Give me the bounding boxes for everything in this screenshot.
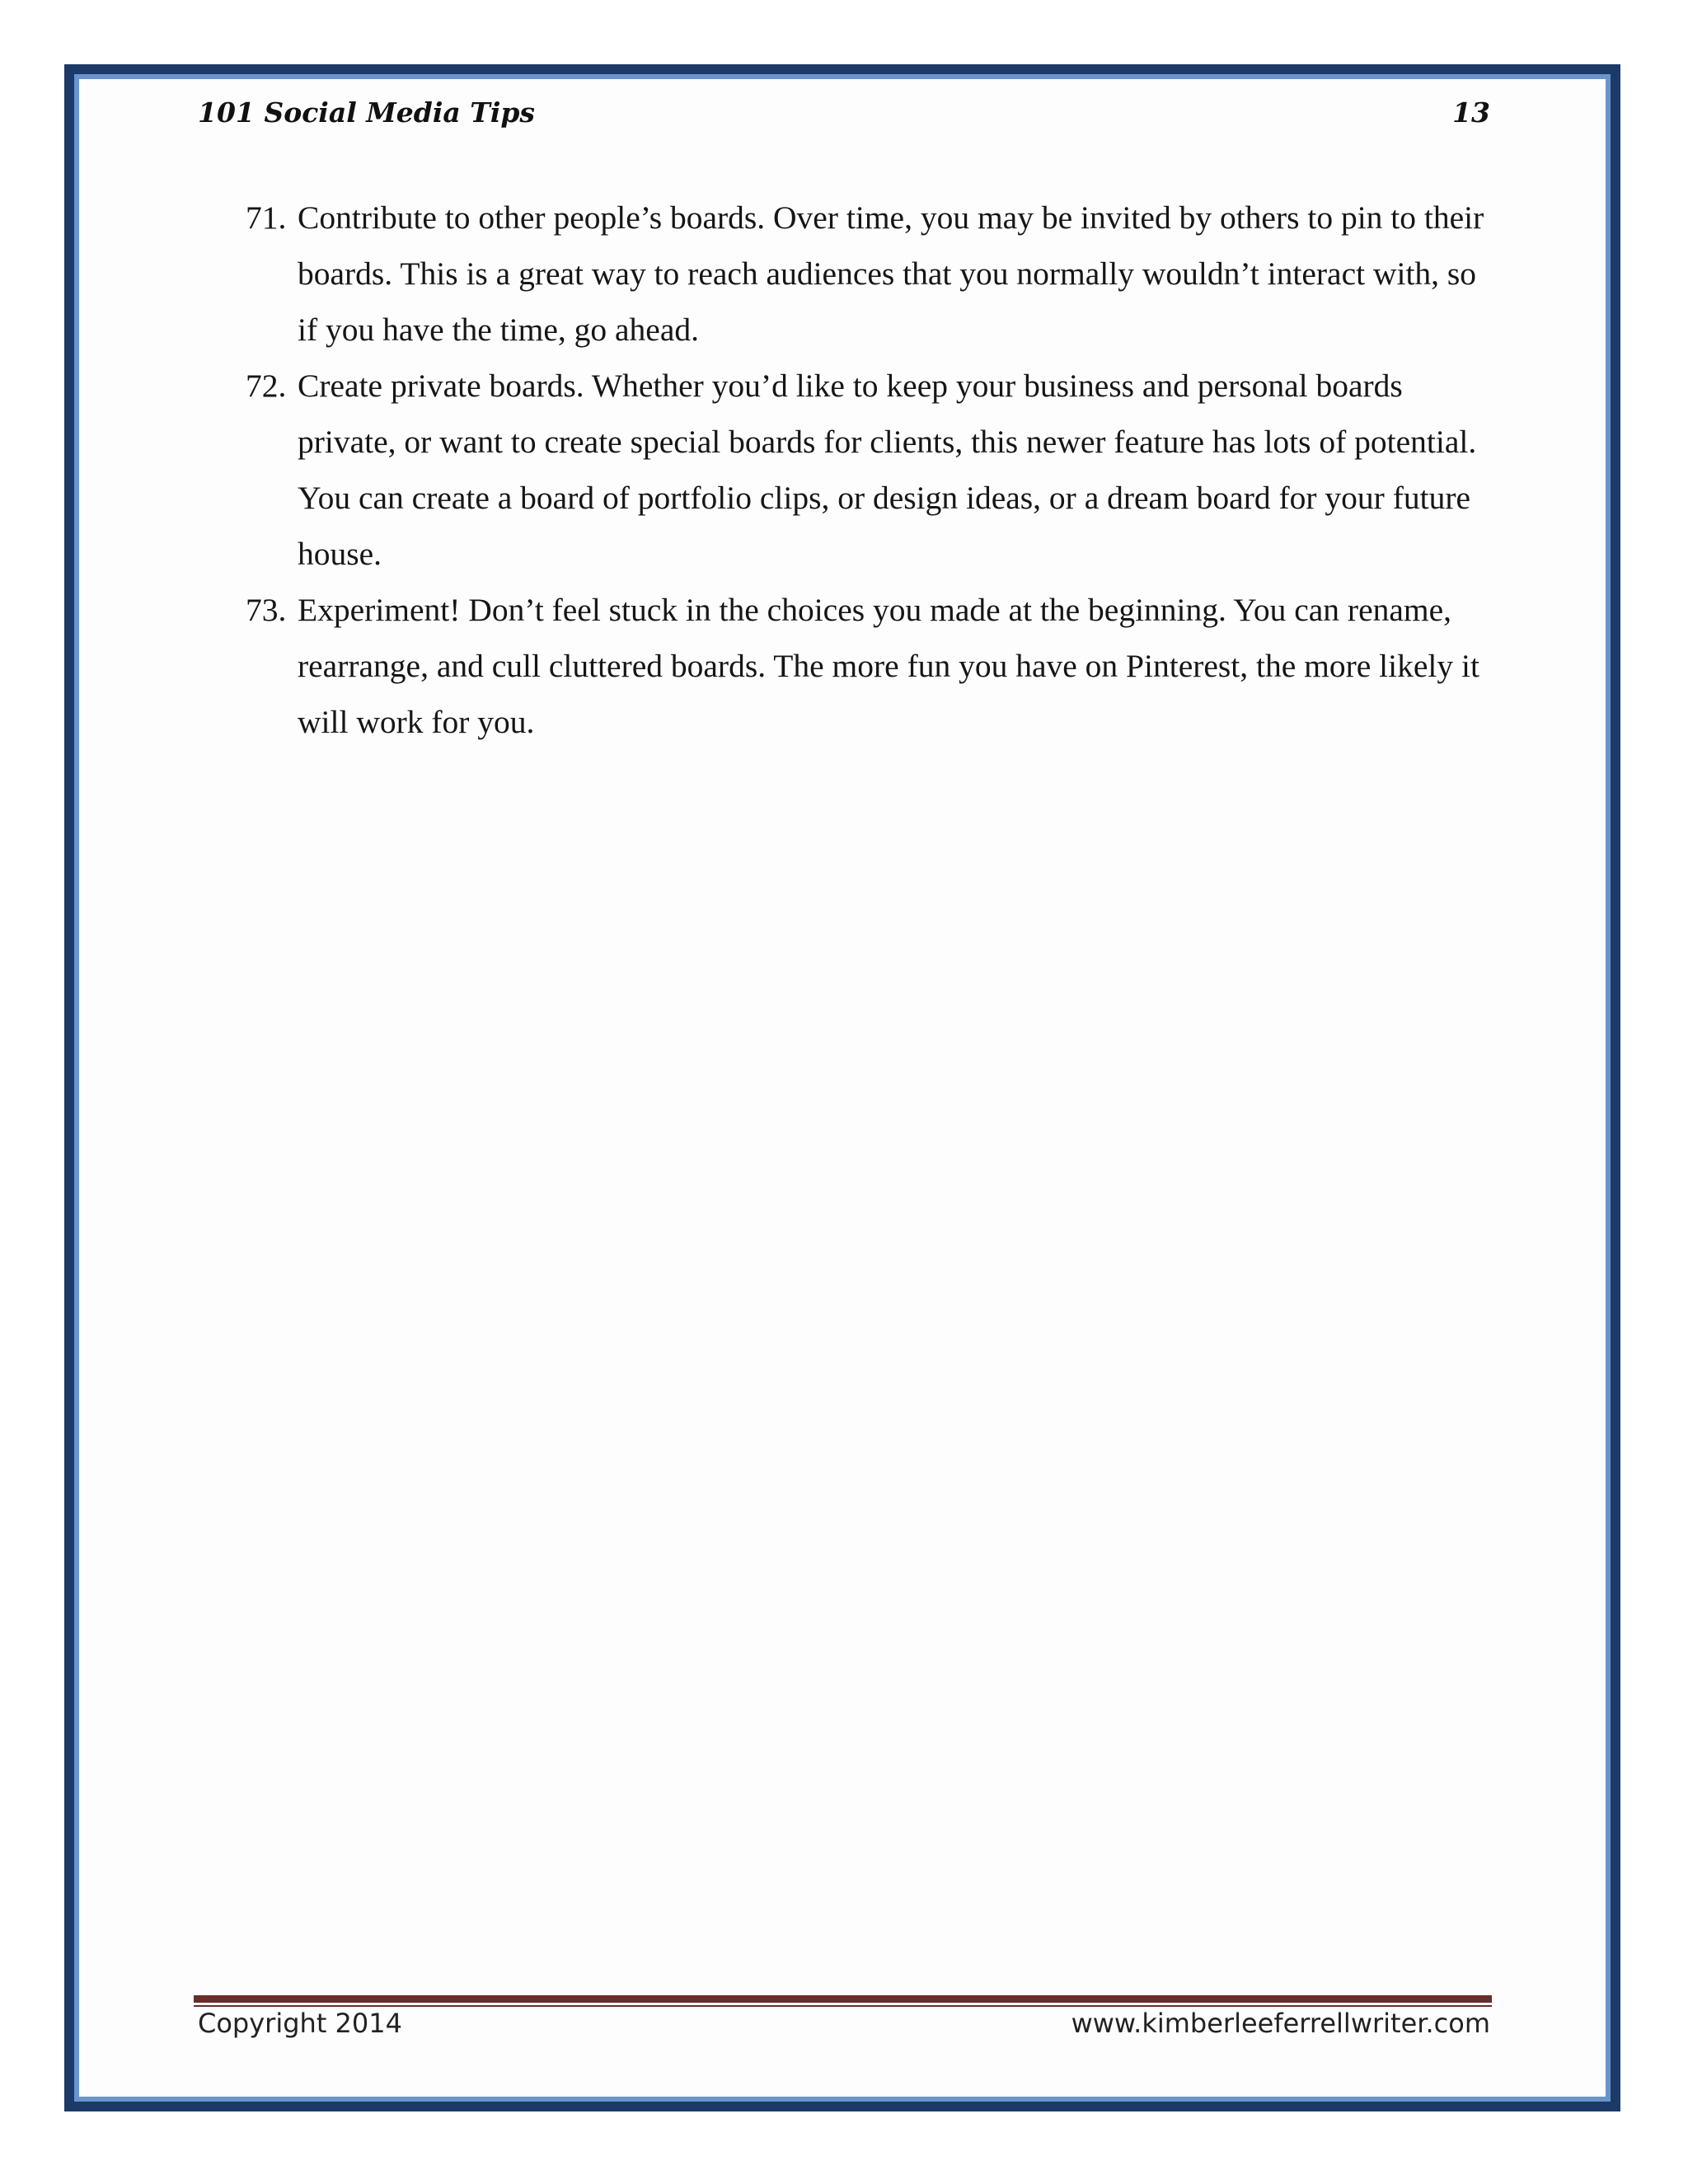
tip-item-73 xyxy=(246,582,1498,750)
footer-rule-thick xyxy=(194,1995,1492,2003)
header-title: 101 Social Media Tips xyxy=(198,96,536,129)
tip-item-71 xyxy=(246,190,1498,358)
footer-copyright: Copyright 2014 xyxy=(198,2008,402,2039)
tip-text: Create private boards. Whether you’d like to keep your business and personal boards private, or want to create special boards for clients, this newer feature has lots of potential. You can create a board of portfolio clips, or design ideas, or a dream board for your future house. xyxy=(298,368,1477,572)
page-header xyxy=(198,96,1490,138)
footer-website-url: www.kimberleeferrellwriter.com xyxy=(1071,2008,1490,2039)
tip-item-72 xyxy=(246,358,1498,582)
tips-list xyxy=(246,190,1498,750)
tip-number: 73. xyxy=(246,592,287,628)
page-footer xyxy=(198,2008,1490,2049)
page-number: 13 xyxy=(1452,96,1490,129)
tip-text: Experiment! Don’t feel stuck in the choices you made at the beginning. You can rename, rearrange, and cull cluttered boards. The more fun you have on Pinterest, the more likely it will work for you. xyxy=(298,592,1479,740)
footer-rule xyxy=(194,1995,1492,2007)
tip-text: Contribute to other people’s boards. Over time, you may be invited by others to pin to their boards. This is a great way to reach audiences that you normally wouldn’t interact with, so if you have the time, go ahead. xyxy=(298,199,1484,348)
tip-number: 71. xyxy=(246,199,287,236)
footer-rule-thin xyxy=(194,2005,1492,2007)
tip-number: 72. xyxy=(246,368,287,404)
